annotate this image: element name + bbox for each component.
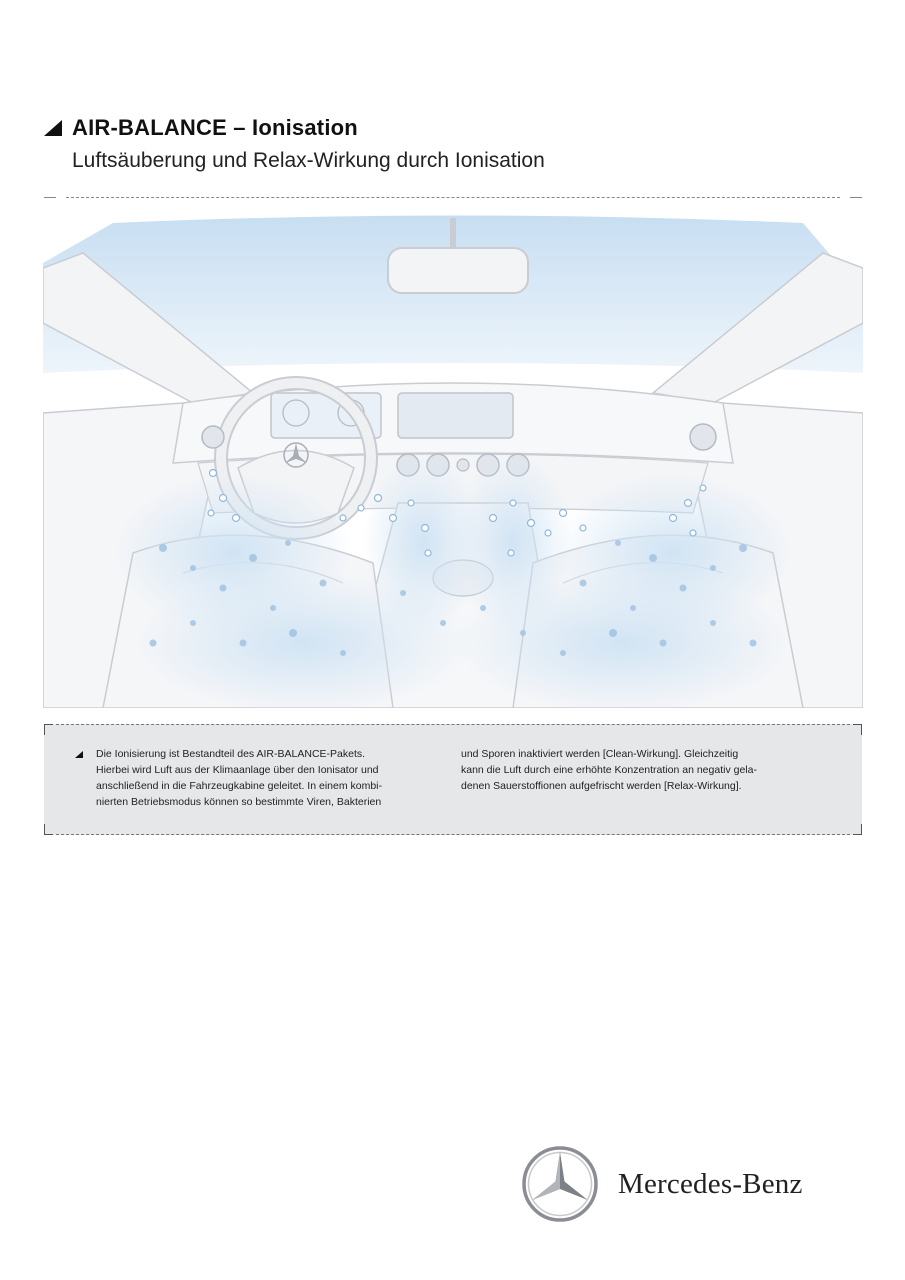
bullet-triangle-icon: [75, 751, 83, 758]
brand-name: Mercedes-Benz: [618, 1167, 803, 1200]
triangle-marker-icon: [44, 120, 62, 136]
info-box: [44, 724, 862, 835]
page-subtitle: Luftsäuberung und Relax-Wirkung durch Ionisation: [72, 149, 545, 172]
header: [44, 115, 864, 173]
mercedes-benz-logo: [520, 1143, 830, 1225]
page-title: AIR-BALANCE – Ionisation: [72, 115, 358, 140]
title-row: [44, 115, 864, 141]
info-text-column-2: und Sporen inaktiviert werden [Clean-Wirkung]. Gleichzeitig kann die Luft durch eine erhöhte Konzentration an negativ gela- denen Sauerstoffionen aufgefrischt werden [Relax-Wirkung].: [461, 748, 757, 792]
cabin-illustration: [43, 213, 863, 708]
info-text-column-1: Die Ionisierung ist Bestandteil des AIR-BALANCE-Pakets. Hierbei wird Luft aus der Klimaanlage über den Ionisator und anschließend in die Fahrzeugkabine geleitet. In einem kombi- nierten Betriebsmodus können so bestimmte Viren, Bakterien: [96, 748, 382, 808]
mercedes-star-icon: [520, 1144, 600, 1224]
